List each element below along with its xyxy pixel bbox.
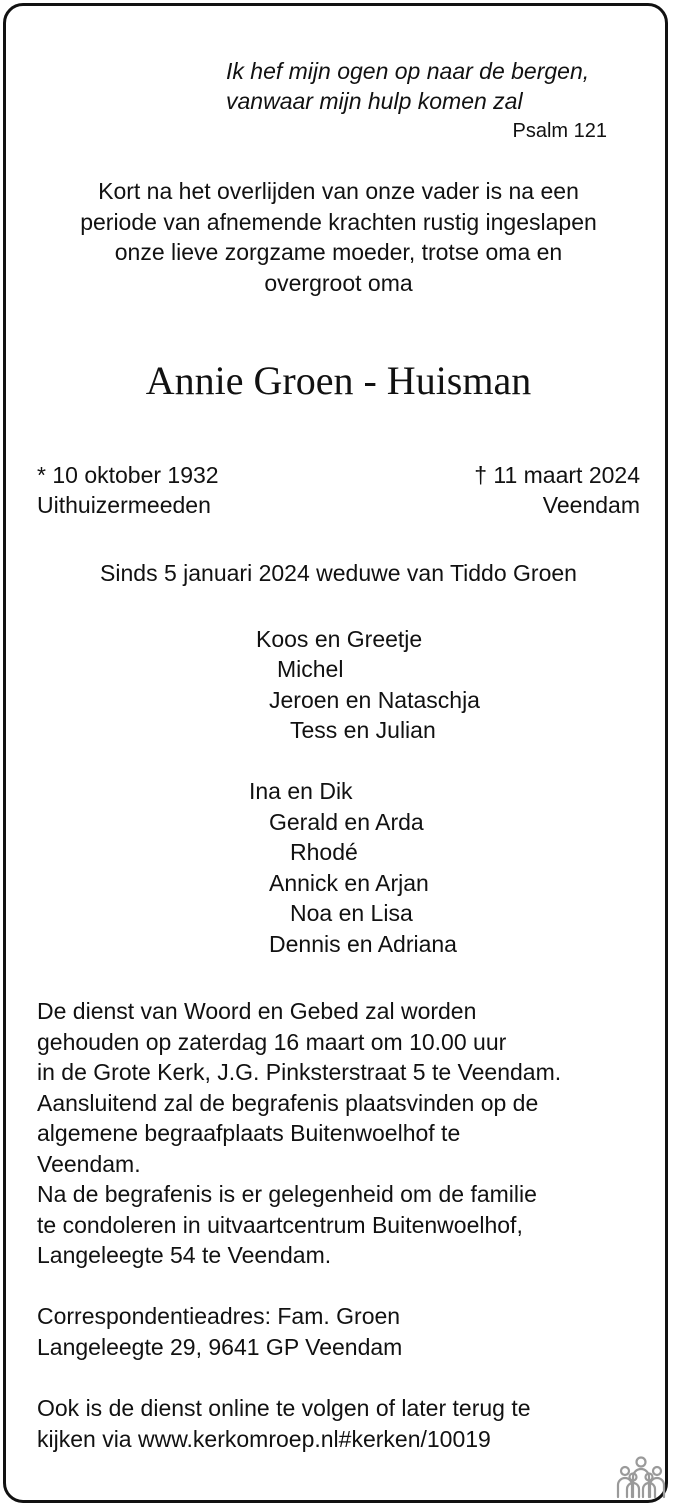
correspondence-address: [37, 1301, 402, 1363]
service-line: te condoleren in uitvaartcentrum Buitenwoelhof,: [37, 1211, 523, 1238]
family-member: Michel: [277, 656, 344, 682]
service-line: De dienst van Woord en Gebed zal worden: [37, 998, 477, 1024]
online-info: [37, 1393, 531, 1455]
family-member: Koos en Greetje: [256, 626, 423, 652]
service-line: Na de begrafenis is er gelegenheid om de familie: [37, 1181, 537, 1207]
birth-place: Uithuizermeeden: [37, 492, 211, 518]
family-member: Tess en Julian: [290, 717, 436, 743]
death-date: † 11 maart 2024: [474, 462, 640, 488]
service-line: in de Grote Kerk, J.G. Pinksterstraat 5 te Veendam.: [37, 1059, 562, 1085]
family-member: Rhodé: [290, 839, 358, 865]
quote-line: vanwaar mijn hulp komen zal: [226, 88, 523, 114]
intro-line: overgroot oma: [264, 269, 413, 296]
service-line: Aansluitend zal de begrafenis plaatsvinden op de: [37, 1089, 539, 1116]
family-member: Jeroen en Nataschja: [269, 687, 480, 713]
correspondence-line: Correspondentieadres: Fam. Groen: [37, 1303, 401, 1329]
family-member: Gerald en Arda: [269, 809, 424, 835]
intro-line: periode van afnemende krachten rustig ingeslapen: [80, 208, 597, 235]
family-member: Noa en Lisa: [290, 900, 413, 926]
correspondence-line: Langeleegte 29, 9641 GP Veendam: [37, 1334, 403, 1360]
service-details: [37, 996, 561, 1271]
quote-source: Psalm 121: [512, 120, 607, 142]
intro-text: [0, 176, 677, 298]
family-member: Annick en Arjan: [269, 870, 429, 896]
online-line: Ook is de dienst online te volgen of later terug te: [37, 1395, 531, 1421]
quote-line: Ik hef mijn ogen op naar de bergen,: [226, 58, 590, 84]
birth-date: * 10 oktober 1932: [37, 462, 219, 488]
intro-line: onze lieve zorgzame moeder, trotse oma en: [114, 239, 563, 265]
deceased-name: Annie Groen - Huisman: [145, 358, 532, 403]
service-line: gehouden op zaterdag 16 maart om 10.00 uur: [37, 1028, 507, 1055]
service-line: Veendam.: [37, 1150, 141, 1177]
death-place: Veendam: [542, 492, 640, 518]
life-dates: [37, 460, 640, 520]
family-people-icon: [615, 1455, 667, 1499]
family-member: Dennis en Adriana: [269, 931, 457, 957]
intro-line: Kort na het overlijden van onze vader is na een: [98, 178, 579, 204]
service-line: algemene begraafplaats Buitenwoelhof te: [37, 1120, 461, 1146]
online-line: kijken via www.kerkomroep.nl#kerken/10019: [37, 1426, 491, 1452]
widow-line: Sinds 5 januari 2024 weduwe van Tiddo Groen: [100, 560, 577, 586]
service-line: Langeleegte 54 te Veendam.: [37, 1242, 332, 1268]
psalm-quote: [226, 56, 589, 116]
family-member: Ina en Dik: [249, 778, 353, 804]
